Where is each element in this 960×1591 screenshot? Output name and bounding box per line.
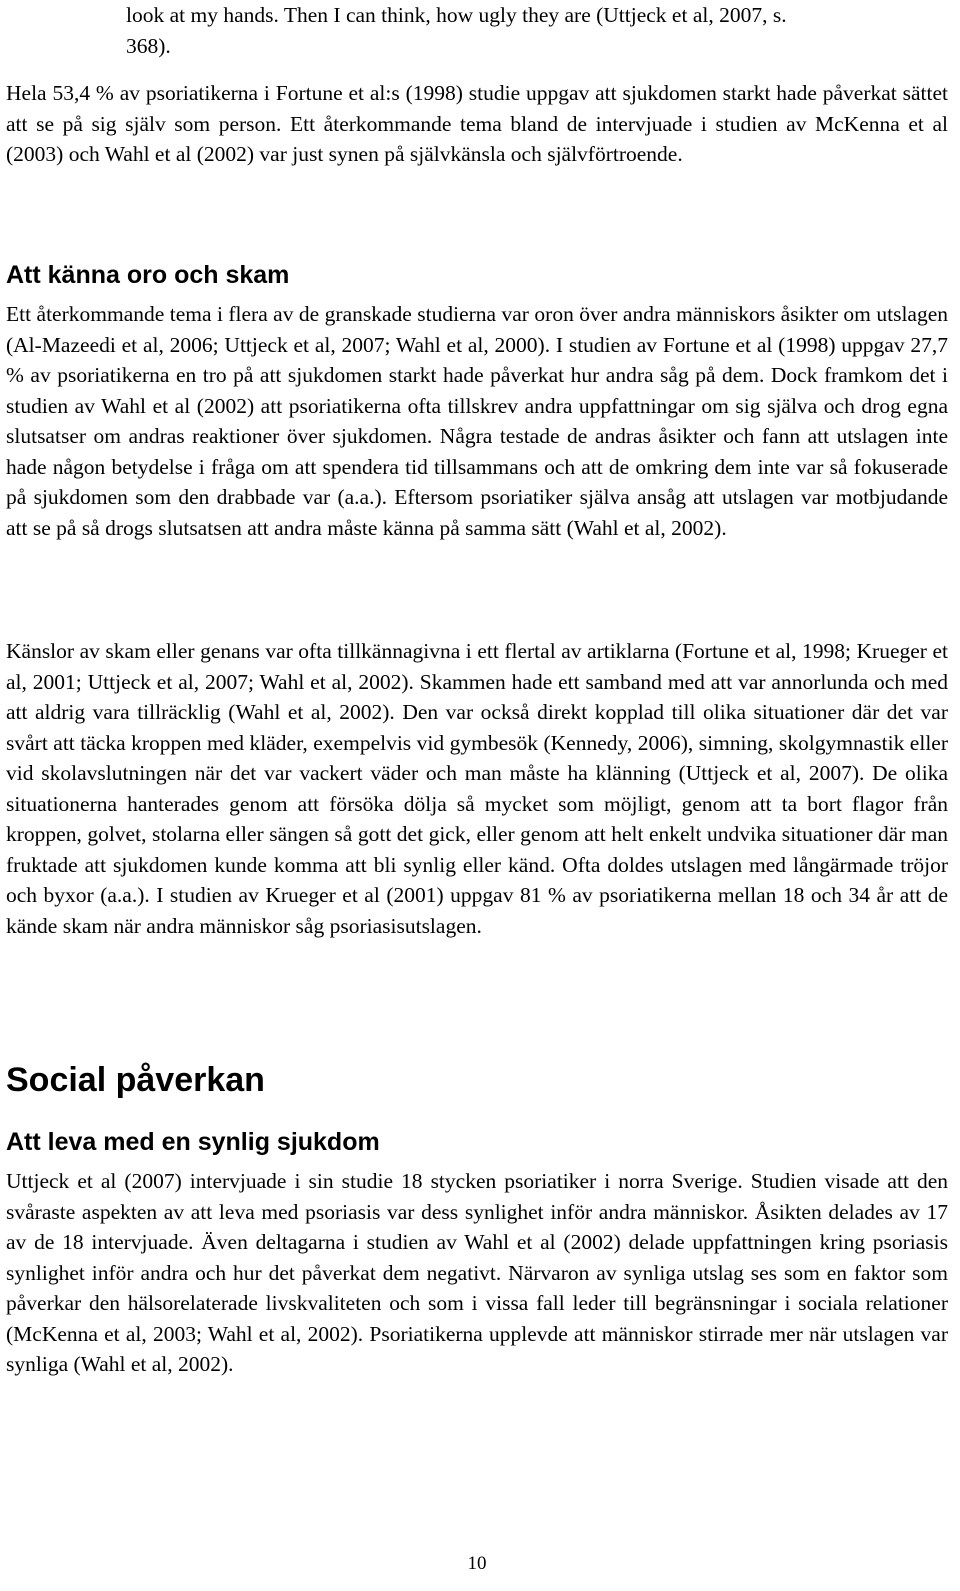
quote-continuation: look at my hands. Then I can think, how ugly they are (Uttjeck et al, 2007, s. 368).: [126, 3, 787, 58]
section-heading-synlig-sjukdom: Att leva med en synlig sjukdom: [6, 1128, 380, 1156]
intro-paragraph: Hela 53,4 % av psoriatikerna i Fortune et al:s (1998) studie uppgav att sjukdomen starkt hade påverkat sättet att se på sig själv som person. Ett återkommande tema bland de intervjuade i studien av McKenna et al (2003) och Wahl et al (2002) var just synen på självkänsla och självförtroende.: [6, 81, 948, 166]
oro-paragraph-2: Känslor av skam eller genans var ofta tillkännagivna i ett flertal av artiklarna (Fortune et al, 1998; Krueger et al, 2001; Uttjeck et al, 2007; Wahl et al, 2002). Skammen hade ett samband med att var annorlunda och med att aldrig vara tillräcklig (Wahl et al, 2002). Den var också direkt kopplad till olika situationer där det var svårt att täcka kroppen med kläder, exempelvis vid gymbesök (Kennedy, 2006), simning, skolgymnastik eller vid skolavslutningen när det var vackert väder och man måste ha klänning (Uttjeck et al, 2007). De olika situationerna hanterades genom att försöka dölja så mycket som möjligt, genom att ta bort flagor från kroppen, golvet, stolarna eller sängen så gott det gick, eller genom att helt enkelt undvika situationer där man fruktade att sjukdomen kunde komma att bli synlig eller känd. Ofta doldes utslagen med långärmade tröjor och byxor (a.a.). I studien av Krueger et al (2001) uppgav 81 % av psoriatikerna mellan 18 och 34 år att de kände skam när andra människor såg psoriasisutslagen.: [6, 639, 948, 938]
chapter-heading-social-paverkan: Social påverkan: [6, 1061, 265, 1099]
oro-paragraph-1: Ett återkommande tema i flera av de granskade studierna var oron över andra människors åsikter om utslagen (Al-Mazeedi et al, 2006; Uttjeck et al, 2007; Wahl et al, 2000). I studien av Fortune et al (1998) uppgav 27,7 % av psoriatikerna en tro på att sjukdomen starkt hade påverkat hur andra såg på dem. Dock framkom det i studien av Wahl et al (2002) att psoriatikerna ofta tillskrev andra uppfattningar om sig själva och drog egna slutsatser om andras reaktioner över sjukdomen. Några testade de andras åsikter och fann att utslagen inte hade någon betydelse i fråga om att spendera tid tillsammans och att de omkring dem inte var så fokuserade på sjukdomen som den drabbade var (a.a.). Eftersom psoriatiker själva ansåg att utslagen var motbjudande att se på så drogs slutsatsen att andra måste känna på samma sätt (Wahl et al, 2002).: [6, 302, 948, 540]
social-paragraph-1: Uttjeck et al (2007) intervjuade i sin studie 18 stycken psoriatiker i norra Sverige. Studien visade att den svåraste aspekten av att leva med psoriasis var dess synlighet inför andra människor. Åsikten delades av 17 av de 18 intervjuade. Även deltagarna i studien av Wahl et al (2002) delade uppfattningen kring psoriasis synlighet inför andra och hur det påverkat dem negativt. Närvaron av synliga utslag ses som en faktor som påverkar den hälsorelaterade livskvaliteten och som i vissa fall leder till begränsningar i sociala relationer (McKenna et al, 2003; Wahl et al, 2002). Psoriatikerna upplevde att människor stirrade mer när utslagen var synliga (Wahl et al, 2002).: [6, 1169, 948, 1376]
page-number: 10: [467, 1553, 487, 1574]
document-page: [6, 0, 948, 1591]
section-heading-oro-skam: Att känna oro och skam: [6, 261, 290, 289]
